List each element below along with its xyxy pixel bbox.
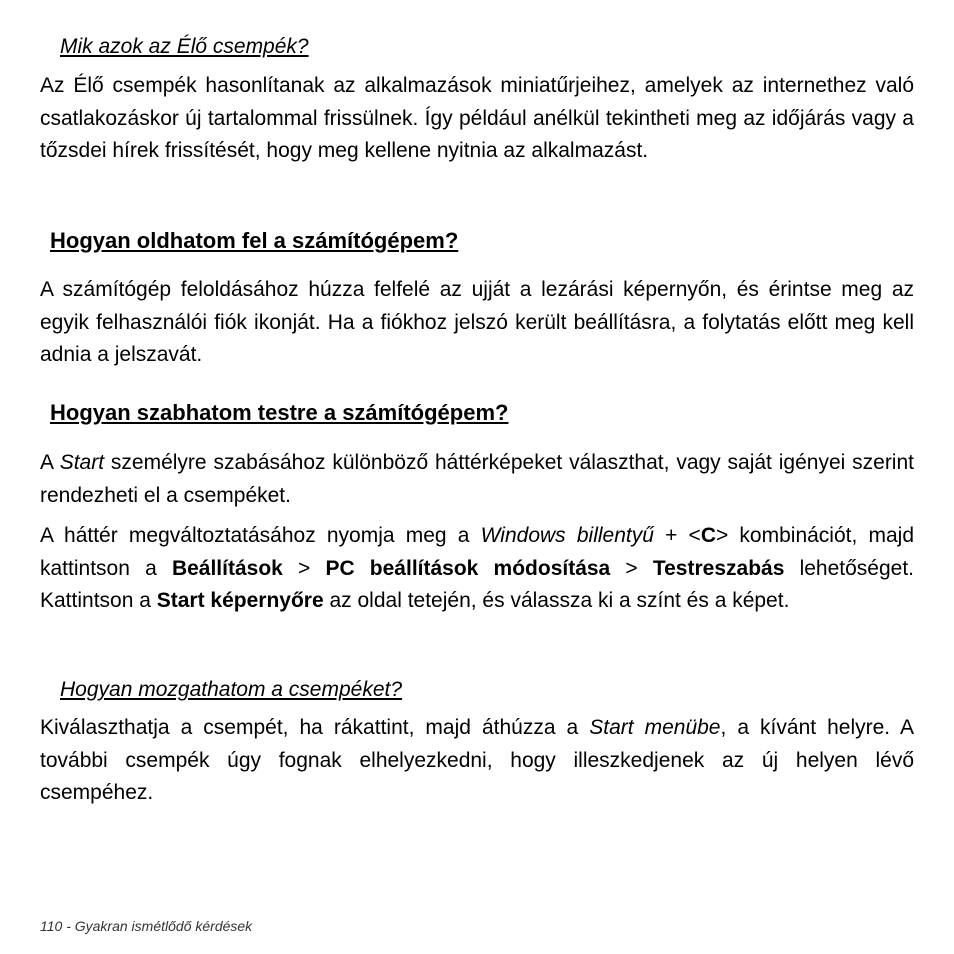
paragraph-unlock: A számítógép feloldásához húzza felfelé az ujját a lezárási képernyőn, és érintse meg az egyik felhasználói fiók ikonját. Ha a fiókhoz jelszó került beállításra, a folytatás előtt meg kell adnia a jelszavát. <box>40 278 914 366</box>
section-heading-move-tiles: Hogyan mozgathatom a csempéket? <box>60 678 403 701</box>
text-run: + < <box>653 524 701 547</box>
text-run-bold: C <box>700 524 716 547</box>
text-run-bold: Start képernyőre <box>156 589 324 612</box>
section-heading-live-tiles: Mik azok az Élő csempék? <box>60 35 309 58</box>
text-run: A háttér megváltoztatásához nyomja meg a <box>40 524 481 547</box>
text-run: A <box>40 451 60 474</box>
text-run: az oldal tetején, és válassza ki a színt és a képet. <box>323 589 790 612</box>
text-run: lehetőséget. Kattintson a <box>40 556 914 612</box>
text-run: Kiválaszthatja a csempét, ha rákattint, majd áthúzza a <box>40 716 590 739</box>
section-heading-unlock: Hogyan oldhatom fel a számítógépem? <box>50 228 459 253</box>
text-run: > <box>282 556 326 580</box>
paragraph-personalize-steps <box>40 520 914 618</box>
section-heading-personalize: Hogyan szabhatom testre a számítógépem? <box>50 400 509 425</box>
text-run-italic: Start <box>59 451 105 474</box>
text-run: > kombinációt, majd kattintson a <box>40 524 915 580</box>
text-run: személyre szabásához különböző háttérképeket választhat, vagy saját igényei szerint rendezheti el a csempéket. <box>40 451 914 507</box>
paragraph-live-tiles: Az Élő csempék hasonlítanak az alkalmazások miniatűrjeihez, amelyek az internethez való csatlakozáskor új tartalommal frissülnek. Így például anélkül tekintheti meg az időjárás vagy a tőzsdei hírek frissítését, hogy meg kellene nyitnia az alkalmazást. <box>40 74 914 162</box>
page-footer: 110 - Gyakran ismétlődő kérdések <box>40 918 253 934</box>
text-run: , a kívánt helyre. A további csempék úgy fognak elhelyezkedni, hogy illeszkedjenek az új helyen lévő csempéhez. <box>40 716 914 804</box>
text-run-italic: Start menübe <box>589 716 721 739</box>
text-run-bold: Beállítások <box>171 556 283 580</box>
paragraph-personalize-intro <box>40 447 914 512</box>
text-run-italic: Windows billentyű <box>480 524 654 547</box>
text-run-bold: Testreszabás <box>652 556 785 580</box>
paragraph-move-tiles <box>40 712 914 810</box>
text-run-bold: PC beállítások módosítása <box>325 556 611 580</box>
text-run: > <box>610 556 653 580</box>
